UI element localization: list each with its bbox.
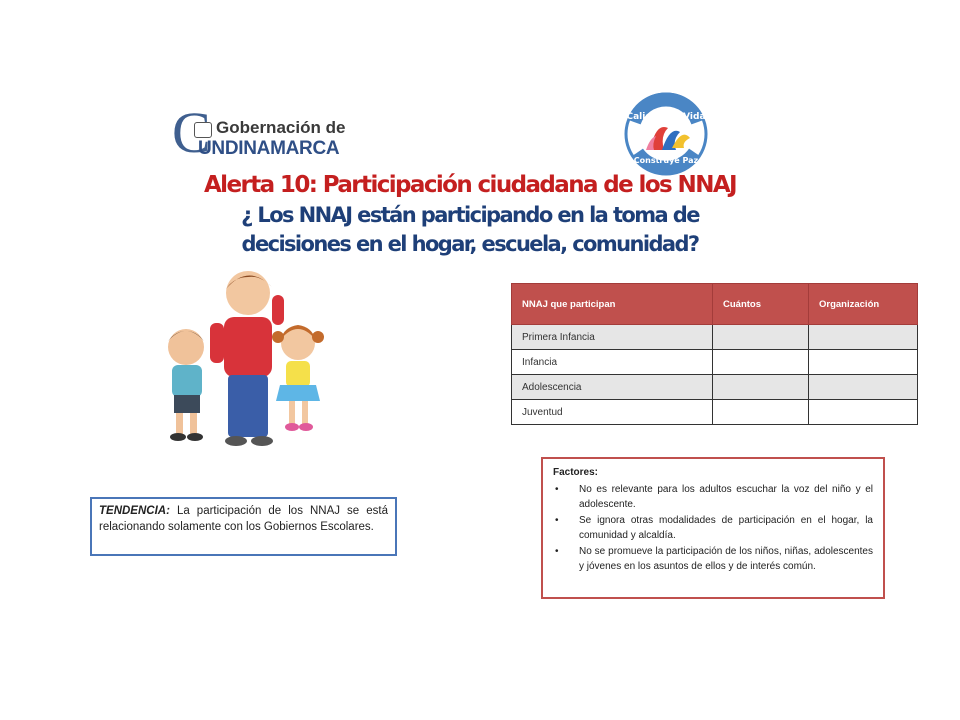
table-cell <box>809 400 918 425</box>
seal-icon <box>194 122 212 138</box>
header-organizacion: Organización <box>809 284 918 325</box>
table-row <box>512 375 918 400</box>
factores-box <box>541 457 885 599</box>
table-cell <box>809 375 918 400</box>
nnaj-table <box>511 283 918 425</box>
logo-line1: Gobernación de <box>216 118 346 137</box>
table-cell <box>713 350 809 375</box>
logo-bottom-text: Construye Paz <box>633 156 699 165</box>
cundinamarca-logo <box>172 100 346 165</box>
table-cell <box>713 325 809 350</box>
header-cuantos: Cuántos <box>713 284 809 325</box>
factores-heading: Factores: <box>553 467 599 478</box>
list-item: • No es relevante para los adultos escuchar la voz del niño y el adolescente. <box>565 482 873 512</box>
header-nnaj: NNAJ que participan <box>512 284 713 325</box>
factores-list <box>553 482 873 574</box>
table-cell: Primera Infancia <box>512 325 713 350</box>
logo-big-letter: C <box>172 100 211 165</box>
table-row <box>512 325 918 350</box>
question-line2: decisiones en el hogar, escuela, comunidad? <box>241 232 699 256</box>
table-cell <box>809 325 918 350</box>
tendencia-label: TENDENCIA: <box>99 505 170 517</box>
logo-top-text: Calidad de Vida <box>626 112 706 122</box>
table-cell: Adolescencia <box>512 375 713 400</box>
table-cell: Juventud <box>512 400 713 425</box>
table-header-row <box>512 284 918 325</box>
question-line1: ¿ Los NNAJ están participando en la toma de <box>241 203 699 227</box>
table-row <box>512 400 918 425</box>
table-row <box>512 350 918 375</box>
table-cell <box>809 350 918 375</box>
table-cell <box>713 375 809 400</box>
table-cell: Infancia <box>512 350 713 375</box>
tendencia-text: La participación de los NNAJ se está relacionando solamente con los Gobiernos Escolares. <box>99 505 388 533</box>
list-item: • No se promueve la participación de los niños, niñas, adolescentes y jóvenes en los asuntos de ellos y de interés común. <box>565 544 873 574</box>
tendencia-box <box>90 497 397 556</box>
logo-line2: UNDINAMARCA <box>198 138 340 159</box>
alert-title: Alerta 10: Participación ciudadana de los NNAJ <box>203 172 736 198</box>
list-item: • Se ignora otras modalidades de participación en el hogar, la comunidad y alcaldía. <box>565 513 873 543</box>
children-illustration <box>148 265 338 455</box>
table-cell <box>713 400 809 425</box>
calidad-de-vida-logo <box>620 92 712 176</box>
